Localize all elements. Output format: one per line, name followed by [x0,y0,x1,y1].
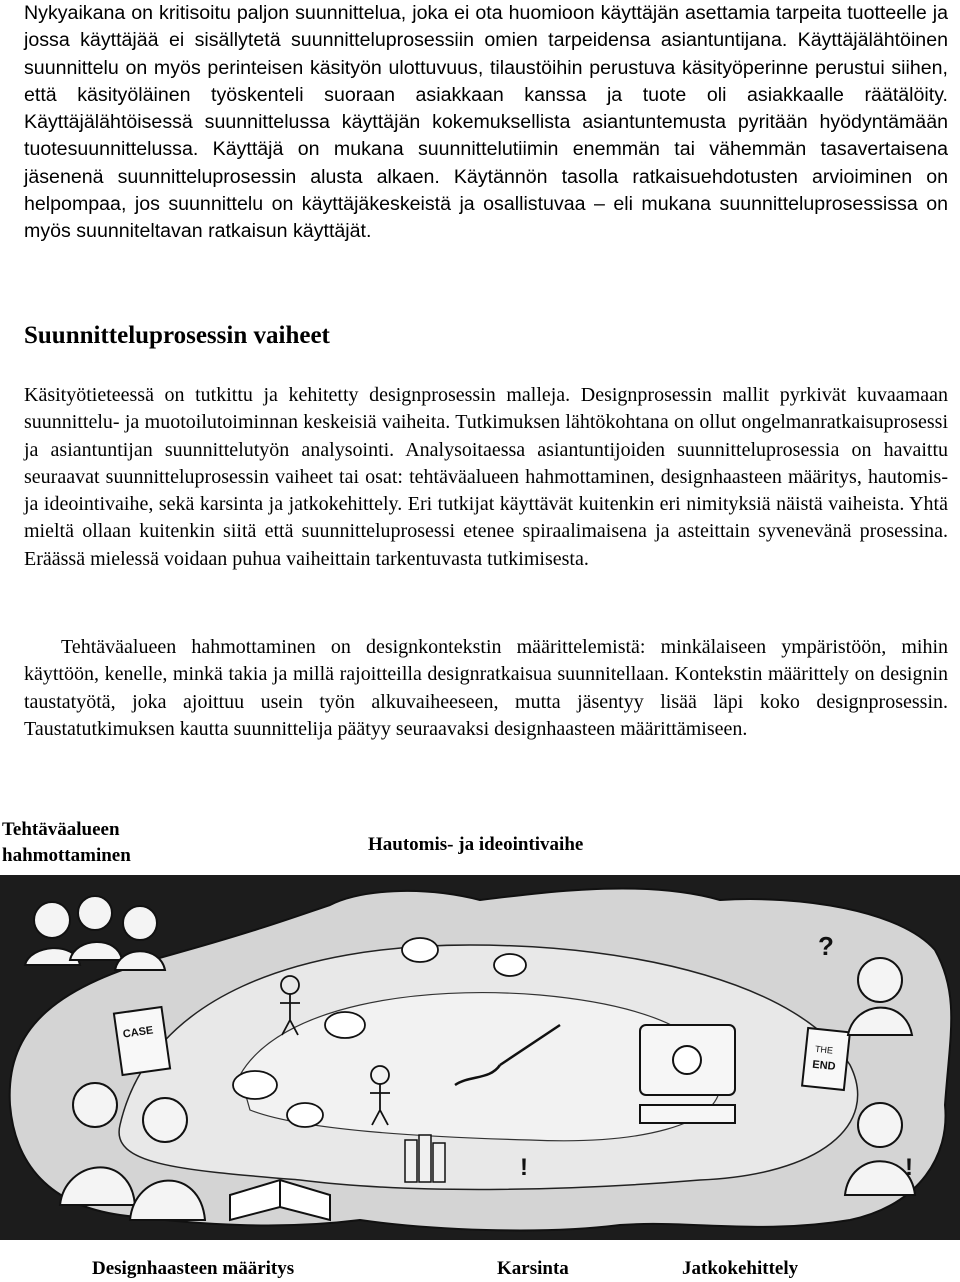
case-document [114,1007,170,1075]
question-mark-icon: ? [818,931,834,961]
figure-label-task-area-line2: hahmottaminen [2,845,131,866]
figure-label-refinement: Jatkokehittely [682,1258,799,1279]
figure-label-challenge: Designhaasteen määritys [92,1258,295,1279]
figure-label-task-area [2,817,131,869]
paragraph-task-area: Tehtäväalueen hahmottaminen on designkontekstin määrittelemistä: minkälaiseen ympäristöön, mihin käyttöön, kenelle, minkä takia ja millä rajoitteilla designratkaisua suunnitellaan. Kontekstin määrittely on designin taustatyötä, joka ajoittuu usein työn alkuvaiheeseen, mutta jäsentyy lisää läpi koko designprosessin. Taustatutkimuksen kautta suunnittelija päätyy seuraavaksi designhaasteen määrittämiseen. [24,636,948,740]
speech-bubble-icon [494,954,526,976]
speech-bubble-icon [325,1012,365,1038]
intro-paragraph: Nykyaikana on kritisoitu paljon suunnittelua, joka ei ota huomioon käyttäjän asettamia tarpeita tuotteelle ja jossa käyttäjää ei sisällytetä suunnitteluprosessiin omien tarpeidensa asiantuntijana. Käyttäjälähtöinen suunnittelu on myös perinteisen käsityön ulottuvuus, tilaustöihin perustuva käsityöperinne perustui siihen, että käsityöläinen työskenteli suoraan asiakkaan kanssa ja tuote oli asiakkaalle räätälöity. Käyttäjälähtöisessä suunnittelussa käyttäjän kokemuksellista asiantuntemusta pyritään hyödyntämään tuotesuunnittelussa. Käyttäjä on mukana suunnittelutiimin enemmän tai vähemmän tasavertaisena jäsenenä suunnitteluprosessin alusta alkaen. Käytännön tasolla ratkaisuehdotusten arvioiminen on helpompaa, jos suunnittelu on käyttäjäkeskeistä ja osallistuvaa – eli mukana suunnitteluprosessissa on myös suunniteltavan ratkaisun käyttäjät. [24,2,948,243]
book-spine-icon [419,1135,431,1182]
case-label: CASE [122,1024,155,1041]
speech-bubble-icon [402,938,438,962]
exclamation-mark-icon: ! [905,1154,913,1181]
figure-label-task-area-line1: Tehtäväalueen [2,819,120,840]
computer [640,1025,735,1123]
speech-bubble-icon [233,1071,277,1099]
person-head [123,906,157,940]
book-spine-icon [433,1143,445,1182]
design-process-illustration [0,875,960,1240]
the-end-card [802,1028,850,1090]
end-label-the: THE [814,1043,834,1056]
figure-label-selection: Karsinta [497,1258,569,1279]
person-head [73,1083,117,1127]
paragraph-design-process: Käsityötieteessä on tutkittu ja kehitetty designprosessin malleja. Designprosessin mallit pyrkivät kuvaamaan suunnittelu- ja muotoilutoiminnan keskeisiä vaiheita. Tutkimuksen lähtökohtana on ollut ongelmanratkaisuprosessi ja asiantuntijan suunnittelutyön analysointi. Analysoitaessa asiantuntijoiden suunnitteluprosessia on havaittu seuraavat suunnitteluprosessin vaiheet tai osat: tehtäväalueen hahmottaminen, designhaasteen määritys, hautomis- ja ideointivaihe, sekä karsinta ja jatkokehittely. Eri tutkijat käyttävät kuitenkin eri nimityksiä näistä vaiheista. Yhtä mieltä ollaan kuitenkin siitä että suunnitteluprosessi etenee spiraalimaisena ja asteittain syvenevänä prosessina. Eräässä mielessä voidaan puhua vaiheittain tarkentuvasta tutkimisesta. [24,384,948,570]
screen-eye [673,1046,701,1074]
speech-bubble-icon [287,1103,323,1127]
case-card [114,1007,170,1075]
end-label-end: END [811,1058,837,1073]
section-heading: Suunnitteluprosessin vaiheet [24,322,330,349]
book-spine-icon [405,1140,417,1182]
person-head [858,958,902,1002]
person-head [34,902,70,938]
end-document [802,1028,850,1090]
keyboard-icon [640,1105,735,1123]
exclamation-mark-icon: ! [520,1154,528,1181]
person-head [78,896,112,930]
figure-label-incubation: Hautomis- ja ideointivaihe [368,834,584,855]
person-head [143,1098,187,1142]
person-head [858,1103,902,1147]
